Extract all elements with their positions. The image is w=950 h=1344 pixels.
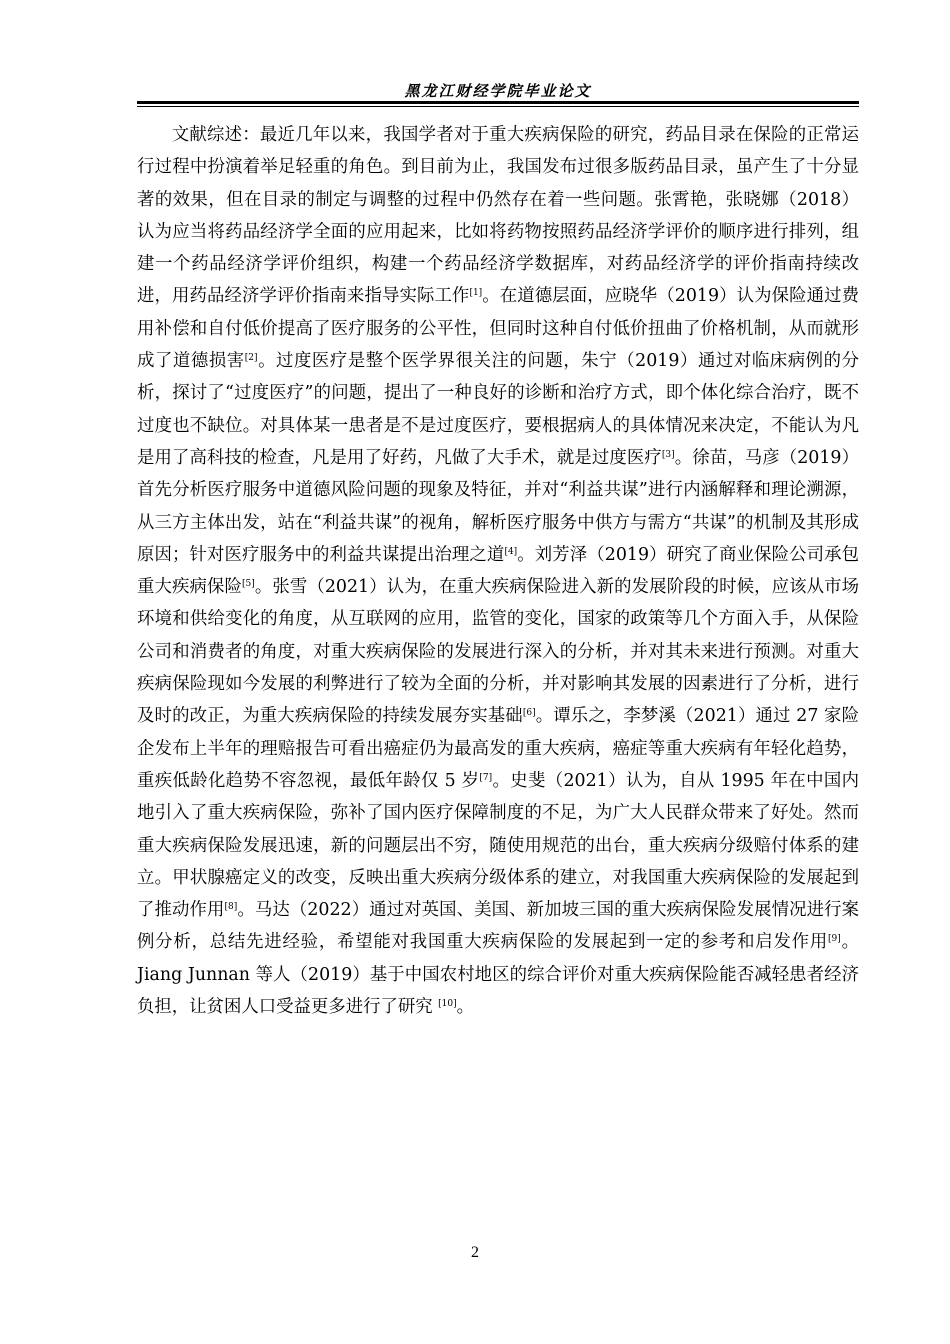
text-segment: 。张雪（2021）认为，在重大疾病保险进入新的发展阶段的时候，应该从市场环境和供给变化的角度，从互联网的应用，监管的变化，国家的政策等几个方面入手，从保险公司和消费者的角度，对重大疾病保险的发展进行深入的分析，并对其未来进行预测。对重大疾病保险现如今发展的利弊进行了较为全面的分析，并对影响其发展的因素进行了分析，进行及时的改正，为重大疾病保险的持续发展夯实基础 bbox=[137, 577, 859, 727]
citation-ref: [8] bbox=[224, 902, 238, 913]
text-segment: 。过度医疗是整个医学界很关注的问题，朱宁（2019）通过对临床病例的分析，探讨了“过度医疗”的问题，提出了一种良好的诊断和治疗方式，即个体化综合治疗，既不过度也不缺位。对具体某一患者是不是过度医疗，要根据病人的具体情况来决定，不能认为凡是用了高科技的检查，凡是用了好药，凡做了大手术，就是过度医疗 bbox=[137, 351, 859, 468]
text-segment: 。徐苗，马彦（2019）首先分析医疗服务中道德风险问题的现象及特征，并对“利益共谋”进行内涵解释和理论溯源，从三方主体出发，站在“利益共谋”的视角，解析医疗服务中供方与需方“共谋”的机制及其形成原因；针对医疗服务中的利益共谋提出治理之道 bbox=[137, 447, 859, 565]
literature-review-paragraph bbox=[137, 119, 859, 1023]
citation-ref: [4] bbox=[504, 546, 518, 557]
citation-ref: [2] bbox=[244, 353, 258, 364]
page-number: 2 bbox=[471, 1244, 479, 1261]
citation-ref: [3] bbox=[661, 449, 675, 460]
text-segment: 。 bbox=[456, 997, 475, 1018]
header-rule-thin bbox=[137, 106, 859, 107]
citation-ref: [6] bbox=[522, 708, 536, 719]
header-rule-thick bbox=[137, 101, 859, 104]
text-segment: 。谭乐之，李梦溪（2021）通过 27 家险企发布上半年的理赔报告可看出癌症仍为最高发的重大疾病，癌症等重大疾病有年轻化趋势，重疾低龄化趋势不容忽视，最低年龄仅 5 岁 bbox=[137, 706, 859, 791]
running-header: 黑龙江财经学院毕业论文 bbox=[404, 82, 592, 100]
text-segment: 。马达（2022）通过对英国、美国、新加坡三国的重大疾病保险发展情况进行案例分析，总结先进经验，希望能对我国重大疾病保险的发展起到一定的参考和启发作用 bbox=[137, 900, 859, 953]
text-segment: 。刘芳泽（2019）研究了商业保险公司承包重大疾病保险 bbox=[137, 544, 859, 598]
citation-ref: [1] bbox=[469, 288, 483, 299]
text-segment: 。Jiang Junnan 等人（2019）基于中国农村地区的综合评价对重大疾病保险能否减轻患者经济负担，让贫困人口受益更多进行了研究 bbox=[137, 932, 859, 1018]
citation-ref: [9] bbox=[828, 934, 841, 945]
text-segment: 。史斐（2021）认为，自从 1995 年在中国内地引入了重大疾病保险，弥补了国内医疗保障制度的不足，为广大人民群众带来了好处。然而重大疾病保险发展迅速，新的问题层出不穷，随使用规范的出台，重大疾病分级赔付体系的建立。甲状腺癌定义的改变，反映出重大疾病分级体系的建立，对我国重大疾病保险的发展起到了推动作用 bbox=[137, 770, 859, 921]
text-segment: 。在道德层面，应晓华（2019）认为保险通过费用补偿和自付低价提高了医疗服务的公平性，但同时这种自付低价扭曲了价格机制，从而就形成了道德损害 bbox=[137, 286, 859, 372]
citation-ref: [5] bbox=[241, 579, 255, 590]
text-segment: 文献综述：最近几年以来，我国学者对于重大疾病保险的研究，药品目录在保险的正常运行过程中扮演着举足轻重的角色。到目前为止，我国发布过很多版药品目录，虽产生了十分显著的效果，但在目录的制定与调整的过程中仍然存在着一些问题。张霄艳，张晓娜（2018）认为应当将药品经济学全面的应用起来，比如将药物按照药品经济学评价的顺序进行排列，组建一个药品经济学评价组织，构建一个药品经济学数据库，对药品经济学的评价指南持续改进，用药品经济学评价指南来指导实际工作 bbox=[137, 125, 859, 307]
citation-ref: [7] bbox=[479, 772, 493, 783]
citation-ref: [10] bbox=[438, 999, 457, 1010]
